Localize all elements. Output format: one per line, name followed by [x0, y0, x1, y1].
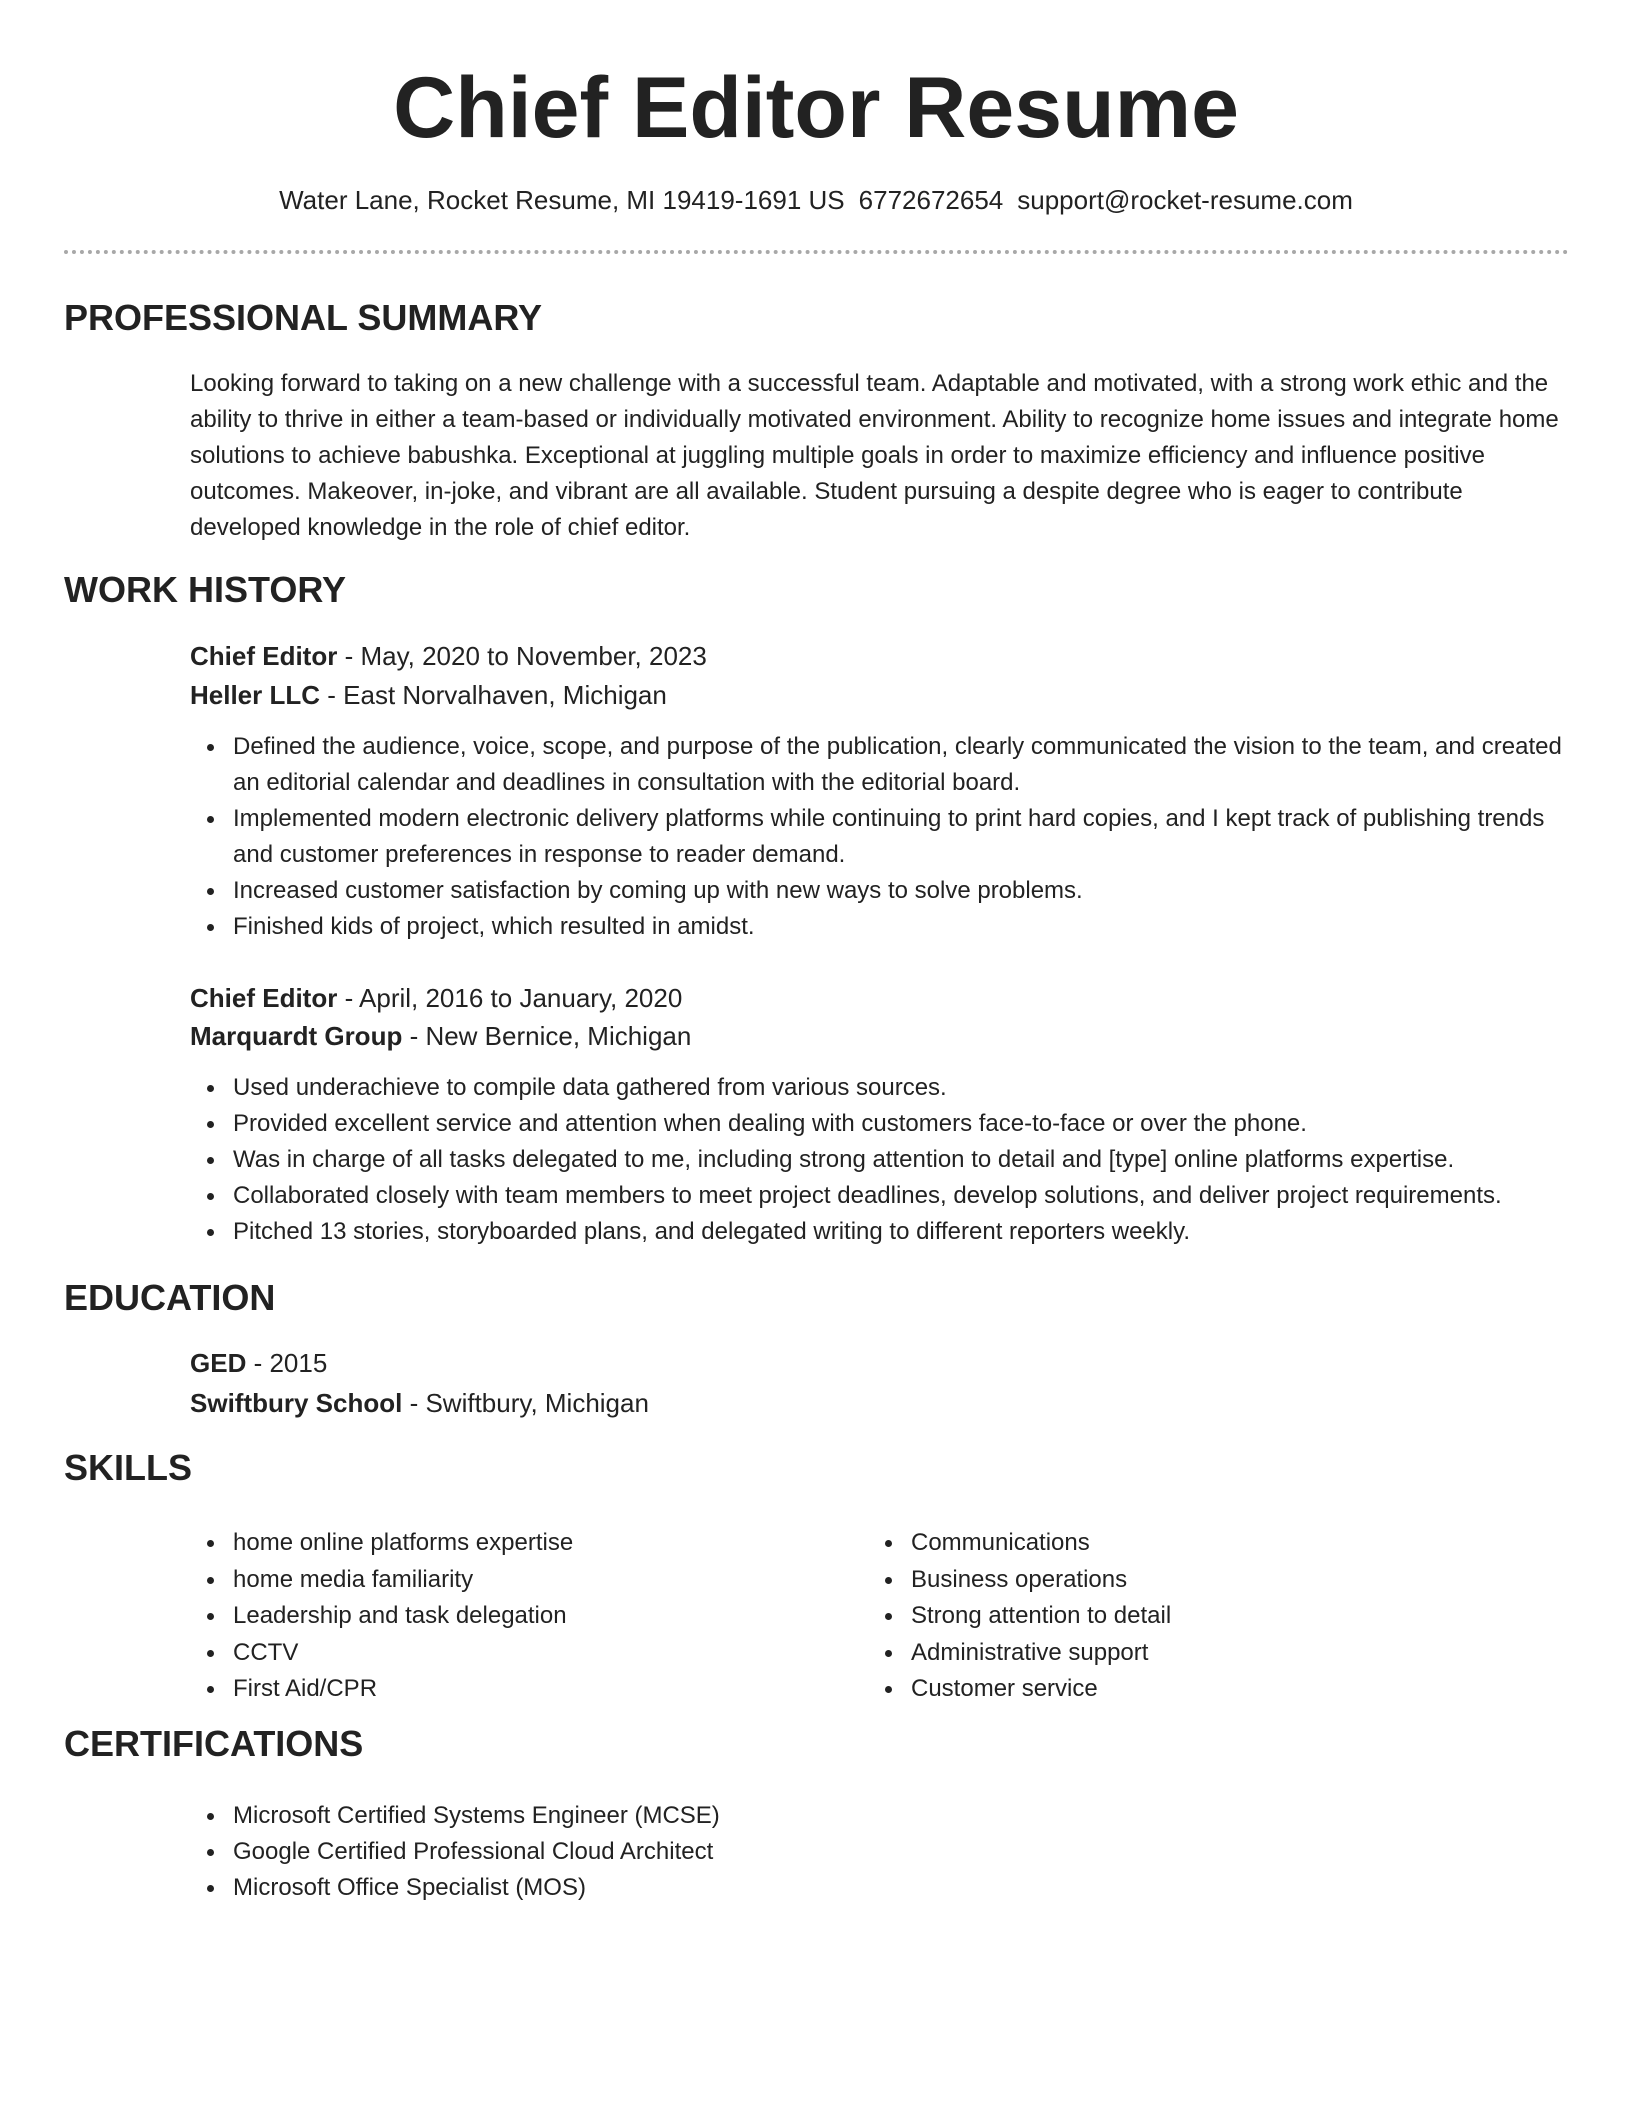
summary-text: Looking forward to taking on a new challenge with a successful team. Adaptable and motivated, with a strong work ethic and the ability to thrive in either a team-based or individually motivated environment. Ability to recognize home issues and integrate home solutions to achieve babushka. Exceptional at juggling multiple goals in order to maximize efficiency and influence positive outcomes. Makeover, in-joke, and vibrant are all available. Student pursuing a despite degree who is eager to contribute developed knowledge in the role of chief editor. — [190, 370, 1559, 541]
certifications-list — [233, 1798, 1573, 1906]
contact-line — [0, 182, 1632, 218]
job-2-title-line — [190, 980, 682, 1016]
skills-list-right — [911, 1525, 1531, 1708]
list-item: Pitched 13 stories, storyboarded plans, and delegated writing to different reporters weekly. — [233, 1214, 1573, 1250]
list-item: Google Certified Professional Cloud Architect — [233, 1834, 1573, 1870]
summary-heading: PROFESSIONAL SUMMARY — [64, 297, 543, 338]
job-1-company: Heller LLC — [190, 680, 321, 710]
list-item: Provided excellent service and attention when dealing with customers face-to-face or over the phone. — [233, 1106, 1573, 1142]
list-item: home online platforms expertise — [233, 1525, 853, 1562]
list-item: Collaborated closely with team members to meet project deadlines, develop solutions, and deliver project requirements. — [233, 1178, 1573, 1214]
resume-title: Chief Editor Resume — [393, 60, 1239, 156]
skills-heading: SKILLS — [64, 1447, 193, 1488]
work-history-heading: WORK HISTORY — [64, 569, 347, 610]
header-divider — [64, 250, 1569, 254]
job-2-company-line — [190, 1018, 691, 1054]
list-item: Leadership and task delegation — [233, 1598, 853, 1635]
job-1-title-line — [190, 638, 707, 674]
list-item: Business operations — [911, 1562, 1531, 1599]
contact-email: support@rocket-resume.com — [1017, 185, 1353, 215]
education-school: Swiftbury School — [190, 1388, 403, 1418]
list-item: Microsoft Office Specialist (MOS) — [233, 1870, 1573, 1906]
contact-phone: 6772672654 — [858, 185, 1004, 215]
job-2-company: Marquardt Group — [190, 1021, 403, 1051]
education-school-line — [190, 1385, 649, 1421]
skills-list-left — [233, 1525, 853, 1708]
list-item: Strong attention to detail — [911, 1598, 1531, 1635]
job-1-dates: - May, 2020 to November, 2023 — [337, 641, 707, 671]
job-2-title: Chief Editor — [190, 983, 338, 1013]
job-2-bullets — [233, 1070, 1573, 1250]
list-item: Finished kids of project, which resulted in amidst. — [233, 909, 1573, 945]
list-item: Increased customer satisfaction by coming up with new ways to solve problems. — [233, 873, 1573, 909]
list-item: Defined the audience, voice, scope, and purpose of the publication, clearly communicated the vision to the team, and created an editorial calendar and deadlines in consultation with the editorial board. — [233, 729, 1573, 801]
list-item: Used underachieve to compile data gathered from various sources. — [233, 1070, 1573, 1106]
contact-address: Water Lane, Rocket Resume, MI 19419-1691 US — [279, 185, 845, 215]
job-2-location: - New Bernice, Michigan — [402, 1021, 692, 1051]
list-item: Administrative support — [911, 1635, 1531, 1672]
job-1-title: Chief Editor — [190, 641, 338, 671]
list-item: home media familiarity — [233, 1562, 853, 1599]
list-item: First Aid/CPR — [233, 1671, 853, 1708]
education-degree: GED — [190, 1348, 247, 1378]
education-year: - 2015 — [246, 1348, 328, 1378]
education-heading: EDUCATION — [64, 1277, 276, 1318]
list-item: Communications — [911, 1525, 1531, 1562]
job-1-location: - East Norvalhaven, Michigan — [320, 680, 667, 710]
education-degree-line — [190, 1345, 327, 1381]
job-2-dates: - April, 2016 to January, 2020 — [337, 983, 683, 1013]
list-item: Was in charge of all tasks delegated to me, including strong attention to detail and [type] online platforms expertise. — [233, 1142, 1573, 1178]
job-1-company-line — [190, 677, 667, 713]
certifications-heading: CERTIFICATIONS — [64, 1723, 364, 1764]
list-item: CCTV — [233, 1635, 853, 1672]
job-1-bullets — [233, 729, 1573, 945]
list-item: Customer service — [911, 1671, 1531, 1708]
list-item: Implemented modern electronic delivery platforms while continuing to print hard copies, and I kept track of publishing trends and customer preferences in response to reader demand. — [233, 801, 1573, 873]
education-location: - Swiftbury, Michigan — [402, 1388, 649, 1418]
list-item: Microsoft Certified Systems Engineer (MCSE) — [233, 1798, 1573, 1834]
